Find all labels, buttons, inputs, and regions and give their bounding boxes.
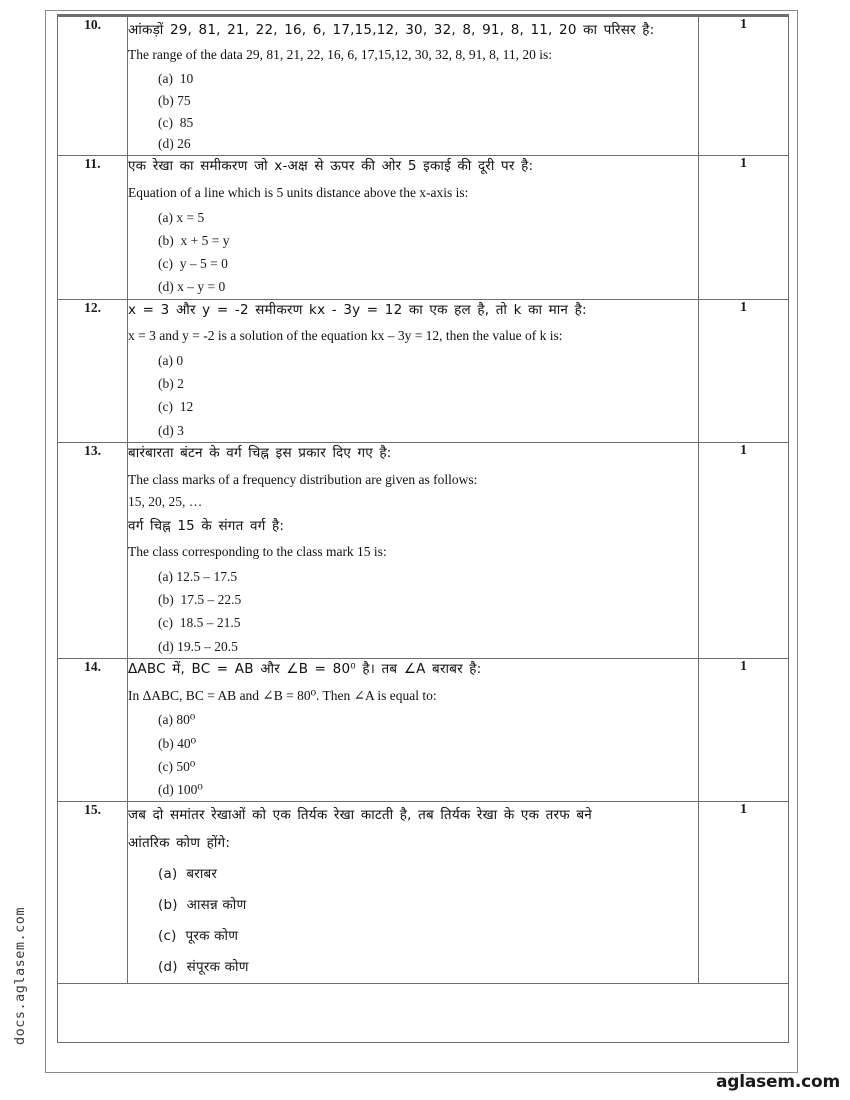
hindi-prompt-secondary: आंतरिक कोण होंगे: — [128, 835, 231, 852]
question-number: 15. — [58, 802, 128, 984]
table-row — [58, 299, 789, 442]
question-body — [128, 442, 699, 658]
english-prompt: The class marks of a frequency distribution are given as follows: — [128, 471, 478, 487]
marks-value: 1 — [699, 658, 789, 801]
option-a[interactable]: (a) 10 — [158, 70, 194, 86]
english-prompt: The range of the data 29, 81, 21, 22, 16, 6, 17,15,12, 30, 32, 8, 91, 8, 11, 20 is: — [128, 47, 552, 63]
hindi-prompt: जब दो समांतर रेखाओं को एक तिर्यक रेखा काटती है, तब तिर्यक रेखा के एक तरफ बने — [128, 807, 592, 824]
question-body — [128, 802, 699, 984]
question-body — [128, 16, 699, 156]
option-c[interactable]: (c) पूरक कोण — [158, 927, 239, 944]
option-list — [128, 206, 698, 299]
table-row-empty — [58, 983, 789, 1042]
english-prompt-secondary: The class corresponding to the class mark 15 is: — [128, 544, 387, 560]
question-table — [57, 14, 789, 1043]
option-a[interactable]: (a) 80⁰ — [158, 712, 196, 728]
option-b[interactable]: (b) 75 — [158, 92, 191, 108]
option-b[interactable]: (b) आसन्न कोण — [158, 896, 247, 913]
option-d[interactable]: (d) x – y = 0 — [158, 279, 226, 295]
question-number: 12. — [58, 299, 128, 442]
question-number: 13. — [58, 442, 128, 658]
option-list — [128, 68, 698, 155]
hindi-prompt-secondary: वर्ग चिह्न 15 के संगत वर्ग है: — [128, 517, 285, 534]
option-c[interactable]: (c) 12 — [158, 399, 194, 415]
question-number: 14. — [58, 658, 128, 801]
brand-logo: aglasem.com — [715, 1072, 840, 1092]
marks-value: 1 — [699, 156, 789, 299]
table-row — [58, 658, 789, 801]
marks-value: 1 — [699, 802, 789, 984]
side-watermark-text: docs.aglasem.com — [12, 906, 29, 1046]
option-b[interactable]: (b) 17.5 – 22.5 — [158, 592, 242, 608]
option-d[interactable]: (d) 19.5 – 20.5 — [158, 638, 238, 654]
side-watermark — [0, 880, 40, 1090]
marks-value: 1 — [699, 299, 789, 442]
hindi-prompt: x = 3 और y = -2 समीकरण kx - 3y = 12 का एक हल है, तो k का मान है: — [128, 301, 587, 318]
hindi-prompt: एक रेखा का समीकरण जो x-अक्ष से ऊपर की ओर 5 इकाई की दूरी पर है: — [128, 158, 534, 175]
hindi-prompt: बारंबारता बंटन के वर्ग चिह्न इस प्रकार दिए गए है: — [128, 444, 392, 461]
question-table-container — [57, 14, 788, 1043]
option-list — [128, 349, 698, 442]
option-c[interactable]: (c) 85 — [158, 114, 194, 130]
option-c[interactable]: (c) 18.5 – 21.5 — [158, 615, 241, 631]
english-prompt: x = 3 and y = -2 is a solution of the equation kx – 3y = 12, then the value of k is: — [128, 328, 563, 344]
class-marks-data: 15, 20, 25, … — [128, 494, 203, 510]
option-b[interactable]: (b) 2 — [158, 376, 184, 392]
hindi-prompt: ΔABC में, BC = AB और ∠B = 80⁰ है। तब ∠A बराबर है: — [128, 660, 482, 677]
option-d[interactable]: (d) 100⁰ — [158, 781, 203, 797]
option-d[interactable]: (d) 26 — [158, 136, 191, 152]
option-b[interactable]: (b) 40⁰ — [158, 735, 197, 751]
question-number: 10. — [58, 16, 128, 156]
question-body — [128, 299, 699, 442]
empty-cell — [58, 983, 789, 1042]
option-a[interactable]: (a) बराबर — [158, 865, 218, 882]
option-d[interactable]: (d) संपूरक कोण — [158, 958, 249, 975]
option-list — [128, 565, 698, 658]
option-b[interactable]: (b) x + 5 = y — [158, 232, 230, 248]
question-body — [128, 658, 699, 801]
option-list — [128, 859, 698, 983]
hindi-prompt: आंकड़ों 29, 81, 21, 22, 16, 6, 17,15,12, 30, 32, 8, 91, 8, 11, 20 का परिसर है: — [128, 22, 655, 38]
option-c[interactable]: (c) 50⁰ — [158, 758, 196, 774]
table-row — [58, 802, 789, 984]
option-c[interactable]: (c) y – 5 = 0 — [158, 256, 228, 272]
marks-value: 1 — [699, 16, 789, 156]
question-number: 11. — [58, 156, 128, 299]
english-prompt: Equation of a line which is 5 units distance above the x-axis is: — [128, 185, 469, 201]
option-a[interactable]: (a) x = 5 — [158, 209, 205, 225]
marks-value: 1 — [699, 442, 789, 658]
english-prompt: In ΔABC, BC = AB and ∠B = 80⁰. Then ∠A is equal to: — [128, 687, 437, 703]
option-a[interactable]: (a) 0 — [158, 353, 184, 369]
question-body — [128, 156, 699, 299]
table-row — [58, 156, 789, 299]
option-a[interactable]: (a) 12.5 – 17.5 — [158, 569, 238, 584]
option-d[interactable]: (d) 3 — [158, 422, 184, 438]
table-row — [58, 16, 789, 156]
option-list — [128, 708, 698, 801]
table-row — [58, 442, 789, 658]
